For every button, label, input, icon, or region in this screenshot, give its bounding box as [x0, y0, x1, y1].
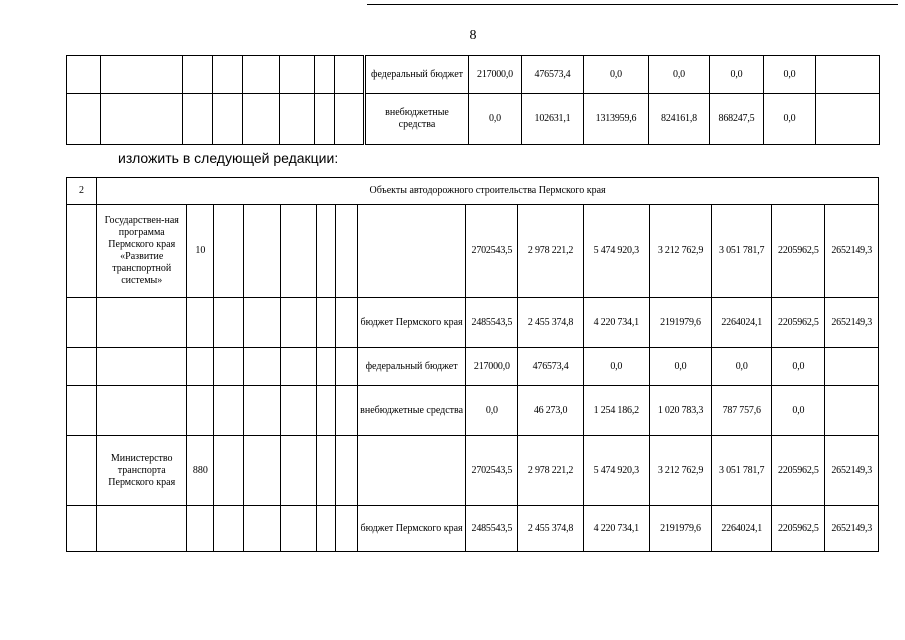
- funding-source: бюджет Пермского края: [357, 506, 465, 552]
- value-cell: 1 020 783,3: [649, 386, 711, 436]
- value-cell: 46 273,0: [518, 386, 583, 436]
- program-name: Министерство транспорта Пермского края: [97, 436, 187, 506]
- section-number: 2: [67, 178, 97, 205]
- program-name: [97, 506, 187, 552]
- value-cell: 2485543,5: [466, 506, 518, 552]
- value-cell: 2191979,6: [649, 506, 711, 552]
- value-cell: 2 455 374,8: [518, 298, 583, 348]
- value-cell: [825, 386, 879, 436]
- empty-cell: [335, 298, 357, 348]
- empty-cell: [280, 506, 316, 552]
- empty-cell: [316, 205, 335, 298]
- value-cell: 2 978 221,2: [518, 205, 583, 298]
- empty-cell: [335, 94, 365, 145]
- empty-cell: [316, 506, 335, 552]
- empty-cell: [335, 205, 357, 298]
- empty-cell: [335, 506, 357, 552]
- empty-cell: [214, 298, 243, 348]
- top-table-row: [67, 56, 880, 94]
- empty-cell: [280, 348, 316, 386]
- empty-cell: [243, 506, 280, 552]
- empty-cell: [214, 205, 243, 298]
- page-number: 8: [469, 28, 477, 43]
- value-cell: 0,0: [764, 94, 816, 145]
- value-cell: 2205962,5: [772, 205, 825, 298]
- value-cell: 102631,1: [522, 94, 584, 145]
- empty-cell: [316, 386, 335, 436]
- value-cell: 2702543,5: [466, 205, 518, 298]
- value-cell: 0,0: [772, 348, 825, 386]
- empty-cell: [243, 298, 280, 348]
- table-row: [67, 436, 879, 506]
- value-cell: 2652149,3: [825, 298, 879, 348]
- funding-source: федеральный бюджет: [365, 56, 469, 94]
- value-cell: 1 254 186,2: [583, 386, 649, 436]
- empty-cell: [316, 436, 335, 506]
- empty-cell: [280, 94, 315, 145]
- value-cell: 476573,4: [518, 348, 583, 386]
- empty-cell: [315, 94, 335, 145]
- empty-cell: [214, 436, 243, 506]
- value-cell: 4 220 734,1: [583, 506, 649, 552]
- empty-cell: [101, 56, 183, 94]
- empty-cell: [816, 94, 880, 145]
- empty-cell: [183, 94, 213, 145]
- value-cell: [825, 348, 879, 386]
- empty-cell: [183, 56, 213, 94]
- value-cell: 3 051 781,7: [712, 436, 772, 506]
- empty-cell: [280, 56, 315, 94]
- empty-cell: [335, 386, 357, 436]
- program-name: [97, 298, 187, 348]
- empty-cell: [335, 348, 357, 386]
- empty-cell: [243, 205, 280, 298]
- empty-cell: [214, 386, 243, 436]
- empty-cell: [816, 56, 880, 94]
- value-cell: 1313959,6: [584, 94, 649, 145]
- program-code: [187, 298, 214, 348]
- value-cell: 0,0: [584, 56, 649, 94]
- empty-cell: [243, 386, 280, 436]
- program-code: 10: [187, 205, 214, 298]
- value-cell: 3 051 781,7: [712, 205, 772, 298]
- top-table-row: [67, 94, 880, 145]
- empty-cell: [213, 56, 243, 94]
- program-name: [97, 386, 187, 436]
- value-cell: 2 978 221,2: [518, 436, 583, 506]
- value-cell: 824161,8: [649, 94, 710, 145]
- funding-source: [357, 205, 465, 298]
- value-cell: 4 220 734,1: [583, 298, 649, 348]
- empty-cell: [315, 56, 335, 94]
- section-title: Объекты автодорожного строительства Пермского края: [97, 178, 879, 205]
- value-cell: 217000,0: [466, 348, 518, 386]
- value-cell: 2264024,1: [712, 506, 772, 552]
- value-cell: 5 474 920,3: [583, 436, 649, 506]
- main-table: [66, 177, 879, 552]
- empty-cell: [67, 348, 97, 386]
- empty-cell: [67, 205, 97, 298]
- empty-cell: [243, 94, 280, 145]
- funding-source: бюджет Пермского края: [357, 298, 465, 348]
- value-cell: 0,0: [649, 56, 710, 94]
- value-cell: 0,0: [764, 56, 816, 94]
- value-cell: 2652149,3: [825, 506, 879, 552]
- value-cell: 3 212 762,9: [649, 436, 711, 506]
- empty-cell: [67, 94, 101, 145]
- empty-cell: [280, 298, 316, 348]
- top-rule: [367, 4, 898, 5]
- value-cell: 5 474 920,3: [583, 205, 649, 298]
- value-cell: 0,0: [772, 386, 825, 436]
- empty-cell: [335, 56, 365, 94]
- empty-cell: [67, 436, 97, 506]
- funding-source: федеральный бюджет: [357, 348, 465, 386]
- empty-cell: [243, 348, 280, 386]
- program-code: 880: [187, 436, 214, 506]
- empty-cell: [67, 56, 101, 94]
- funding-source: [357, 436, 465, 506]
- empty-cell: [67, 506, 97, 552]
- value-cell: 0,0: [712, 348, 772, 386]
- section-header-row: [67, 178, 879, 205]
- value-cell: 3 212 762,9: [649, 205, 711, 298]
- value-cell: 2702543,5: [466, 436, 518, 506]
- intro-text: изложить в следующей редакции:: [118, 150, 339, 166]
- empty-cell: [316, 348, 335, 386]
- value-cell: 2205962,5: [772, 436, 825, 506]
- value-cell: 0,0: [469, 94, 522, 145]
- value-cell: 0,0: [466, 386, 518, 436]
- table-row: [67, 348, 879, 386]
- empty-cell: [67, 386, 97, 436]
- value-cell: 2205962,5: [772, 298, 825, 348]
- empty-cell: [67, 298, 97, 348]
- value-cell: 2652149,3: [825, 436, 879, 506]
- value-cell: 787 757,6: [712, 386, 772, 436]
- funding-source: внебюджетные средства: [357, 386, 465, 436]
- empty-cell: [243, 436, 280, 506]
- table-row: [67, 205, 879, 298]
- value-cell: 476573,4: [522, 56, 584, 94]
- value-cell: 2652149,3: [825, 205, 879, 298]
- top-table: [66, 55, 880, 145]
- value-cell: 2264024,1: [712, 298, 772, 348]
- value-cell: 2205962,5: [772, 506, 825, 552]
- program-code: [187, 506, 214, 552]
- value-cell: 2485543,5: [466, 298, 518, 348]
- table-row: [67, 506, 879, 552]
- empty-cell: [280, 205, 316, 298]
- value-cell: 2 455 374,8: [518, 506, 583, 552]
- program-code: [187, 348, 214, 386]
- empty-cell: [214, 506, 243, 552]
- empty-cell: [316, 298, 335, 348]
- table-row: [67, 298, 879, 348]
- empty-cell: [335, 436, 357, 506]
- value-cell: 868247,5: [710, 94, 764, 145]
- empty-cell: [214, 348, 243, 386]
- empty-cell: [243, 56, 280, 94]
- empty-cell: [213, 94, 243, 145]
- value-cell: 217000,0: [469, 56, 522, 94]
- empty-cell: [280, 436, 316, 506]
- program-name: [97, 348, 187, 386]
- funding-source: внебюджетные средства: [365, 94, 469, 145]
- program-code: [187, 386, 214, 436]
- value-cell: 2191979,6: [649, 298, 711, 348]
- program-name: Государствен-ная программа Пермского края «Развитие транспортной системы»: [97, 205, 187, 298]
- value-cell: 0,0: [583, 348, 649, 386]
- table-row: [67, 386, 879, 436]
- empty-cell: [280, 386, 316, 436]
- value-cell: 0,0: [710, 56, 764, 94]
- value-cell: 0,0: [649, 348, 711, 386]
- empty-cell: [101, 94, 183, 145]
